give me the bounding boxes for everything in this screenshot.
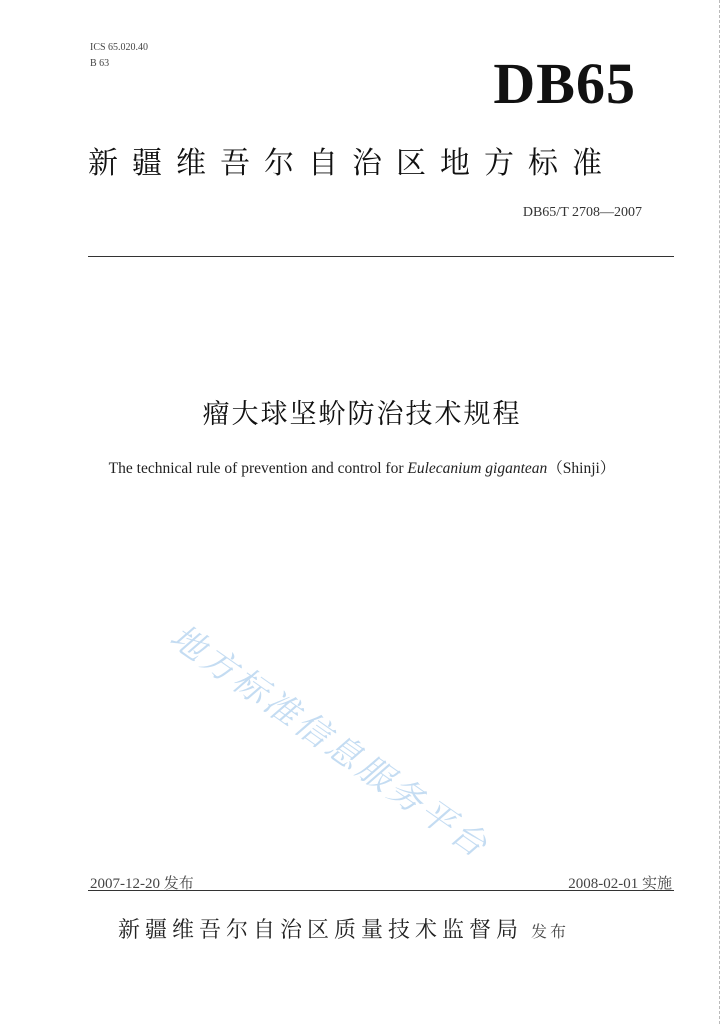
publisher-name: 新疆维吾尔自治区质量技术监督局 [118, 918, 524, 943]
title-en-suffix: （Shinji） [547, 460, 616, 477]
page-edge [719, 0, 720, 1024]
header-divider [88, 256, 674, 257]
standard-logo: DB65 [493, 51, 636, 116]
standard-number: DB65/T 2708—2007 [522, 205, 642, 220]
footer-divider [88, 890, 674, 891]
title-en-prefix: The technical rule of prevention and control for [108, 460, 408, 477]
watermark: 地方标准信息服务平台 [162, 616, 497, 868]
classification-codes [90, 40, 148, 72]
implementation-date: 2008-02-01 实施 [568, 876, 672, 892]
document-title-en [0, 456, 724, 478]
issue-date: 2007-12-20 发布 [90, 876, 194, 892]
document-title-cn: 瘤大球坚蚧防治技术规程 [202, 399, 522, 430]
ics-code: ICS 65.020.40 [90, 42, 149, 53]
publisher-suffix: 发布 [531, 922, 570, 941]
standard-category-title: 新疆维吾尔自治区地方标准 [88, 146, 616, 181]
title-en-species: Eulecanium gigantean [407, 460, 548, 477]
publisher [118, 913, 569, 944]
ccs-code: B 63 [90, 58, 110, 69]
